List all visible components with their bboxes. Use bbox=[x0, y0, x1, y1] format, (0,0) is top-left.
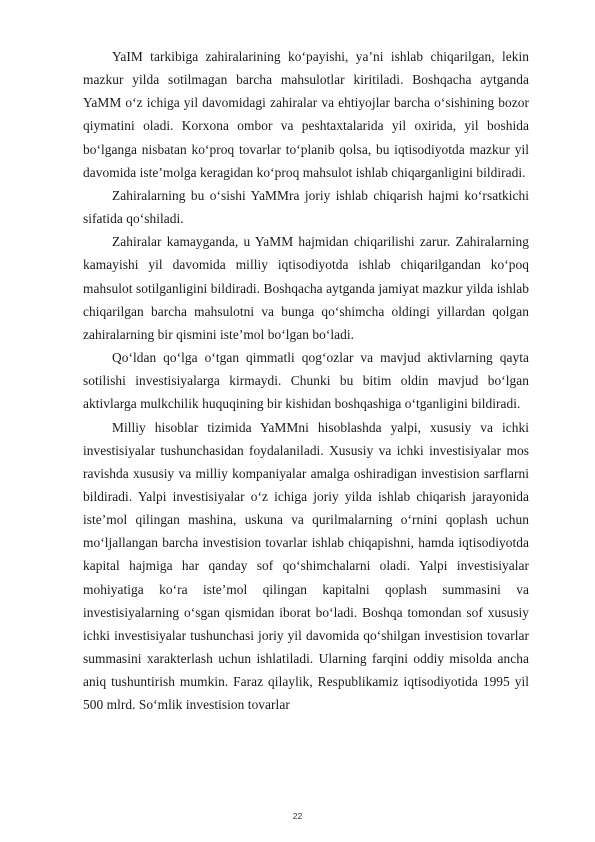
paragraph-inventory-added: Zahiralarning bu o‘sishi YaMMra joriy ishlab chiqarish hajmi ko‘rsatkichi sifatida qo‘shiladi. bbox=[83, 187, 529, 227]
paragraph-securities-resale: Qo‘ldan qo‘lga o‘tgan qimmatli qog‘ozlar va mavjud aktivlarning qayta sotilishi investisiyalarga kirmaydi. Chunki bu bitim oldin mavjud bo‘lgan aktivlarga mulkchilik huquqining bir kishidan boshqashiga o‘tganligini bildiradi. bbox=[83, 350, 529, 412]
paragraph-inventory-decrease: Zahiralar kamayganda, u YaMM hajmidan chiqarilishi zarur. Zahiralarning kamayishi yil davomida milliy iqtisodiyotda ishlab chiqarilgandan ko‘poq mahsulot sotilganligini bildiradi. Boshqacha aytganda jamiyat mazkur yilda ishlab chiqarilgan barcha mahsulotni va bunga qo‘shimcha oldingi yillardan qolgan zahiralarning bir qismini iste’mol bo‘lgan bo‘ladi. bbox=[83, 234, 529, 342]
paragraph-national-accounts-investment: Milliy hisoblar tizimida YaMMni hisoblashda yalpi, xususiy va ichki investisiyalar tushunchasidan foydalaniladi. Xususiy va ichki investisiyalar mos ravishda xususiy va milliy kompaniyalar amalga oshiradigan investision sarflarni bildiradi. Yalpi investisiyalar o‘z ichiga joriy yilda ishlab chiqarish jarayonida iste’mol qilingan mashina, uskuna va qurilmalarning o‘rnini qoplash uchun mo‘ljallangan barcha investision tovarlar ishlab chiqapishni, hamda iqtisodiyotda kapital hajmiga har qanday sof qo‘shimchalarni oladi. Yalpi investisiyalar mohiyatiga ko‘ra iste’mol qilingan kapitalni qoplash summasini va investisiyalarning o‘sgan qismidan iborat bo‘ladi. Boshqa tomondan sof xususiy ichki investisiyalar tushunchasi joriy yil davomida qo‘shilgan investision tovarlar summasini xarakterlash uchun ishlatiladi. Ularning farqini oddiy misolda ancha aniq tushuntirish mumkin. Faraz qilaylik, Respublikamiz iqtisodiyotida 1995 yil 500 mlrd. So‘mlik investision tovarlar bbox=[83, 419, 529, 713]
document-body bbox=[83, 45, 529, 717]
paragraph-inventory-growth: YaIM tarkibiga zahiralarining ko‘payishi, ya’ni ishlab chiqarilgan, lekin mazkur yilda sotilmagan barcha mahsulotlar kiritiladi. Boshqacha aytganda YaMM o‘z ichiga yil davomidagi zahiralar va ehtiyojlar barcha o‘sishining bozor qiymatini oladi. Korxona ombor va peshtaxtalarida yil oxirida, yil boshida bo‘lganga nisbatan ko‘proq tovarlar to‘planib qolsa, bu iqtisodiyotda mazkur yil davomida iste’molga keragidan ko‘proq mahsulot ishlab chiqarganligini bildiradi. bbox=[83, 49, 529, 180]
page-number: 22 bbox=[292, 811, 303, 821]
